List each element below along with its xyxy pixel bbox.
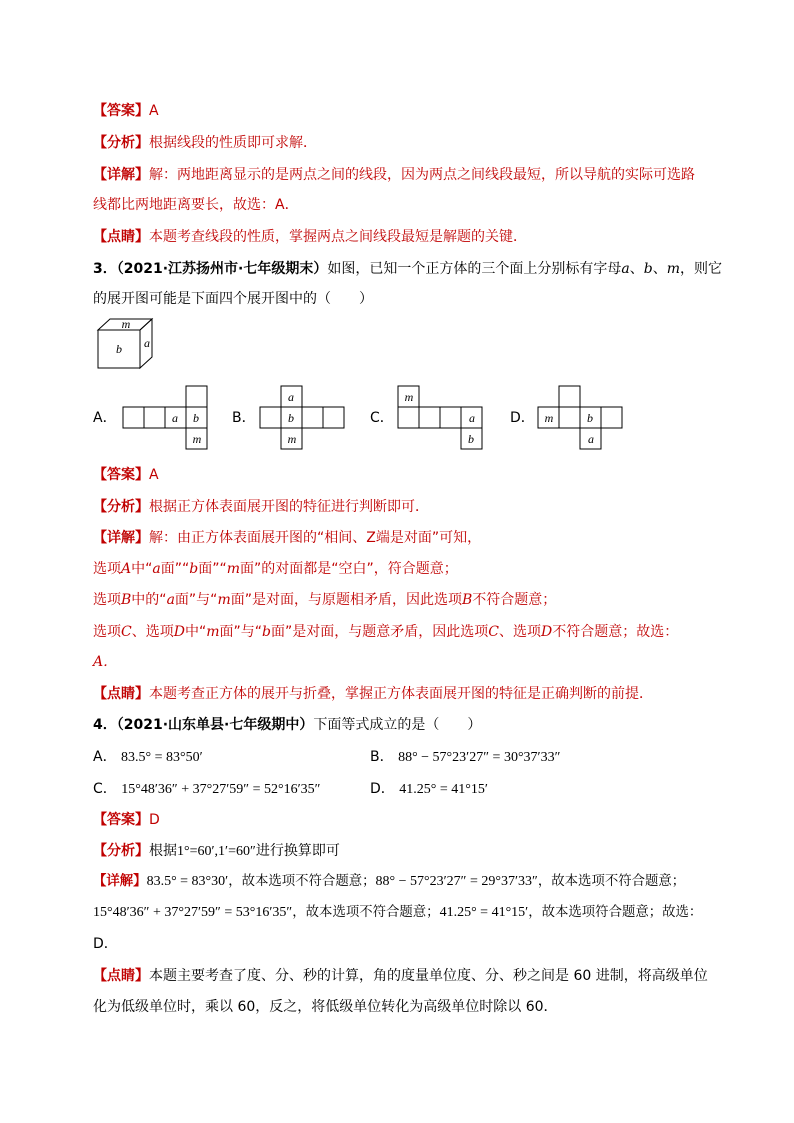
answer-value: D bbox=[149, 812, 160, 828]
detail-text: 不符合题意； bbox=[472, 592, 557, 608]
q3-comment-line bbox=[93, 684, 653, 704]
option-expression: 83.5° = 83°50′ bbox=[121, 750, 203, 765]
detail-text: 选项 bbox=[93, 561, 121, 577]
net-b-face-m: m bbox=[287, 432, 297, 446]
letter-m: m bbox=[226, 561, 241, 577]
q2-analysis-line bbox=[93, 133, 317, 153]
net-b-face-b: b bbox=[288, 411, 294, 425]
separator: 、 bbox=[629, 261, 644, 277]
detail-text: ，故本选项不符合题意； bbox=[292, 905, 440, 920]
option-letter: C bbox=[121, 624, 132, 640]
comment-text: 本题考查线段的性质，掌握两点之间线段最短是解题的关键． bbox=[149, 229, 527, 245]
analysis-text: 进行换算即可 bbox=[255, 843, 340, 859]
net-c-face-b: b bbox=[468, 432, 474, 446]
net-a-face-a: a bbox=[172, 411, 178, 425]
detail-text: 面”的对面都是“空白”，符合题意； bbox=[240, 561, 458, 577]
letter-b: b bbox=[643, 261, 653, 277]
q3-detail-line-5: A． bbox=[93, 654, 118, 670]
option-label: A． bbox=[93, 749, 117, 765]
detail-text: ，故本选项符合题意；故选： bbox=[528, 905, 703, 920]
detail-text: 不符合题意；故选： bbox=[552, 624, 679, 640]
analysis-tag: 【分析】 bbox=[93, 135, 149, 151]
option-b-net bbox=[259, 385, 349, 451]
q4-detail-line-3: D． bbox=[93, 936, 118, 952]
q3-stem-line-1 bbox=[93, 259, 722, 279]
option-a-net bbox=[122, 385, 212, 451]
detail-text: ，故本选项不符合题意； bbox=[228, 874, 376, 889]
q3-detail-line-2 bbox=[93, 559, 458, 579]
q2-detail-line-1 bbox=[93, 165, 695, 185]
q2-answer-line bbox=[93, 101, 159, 121]
q3-detail-line-4 bbox=[93, 622, 678, 642]
net-a-face-b: b bbox=[193, 411, 199, 425]
analysis-tag: 【分析】 bbox=[93, 499, 149, 515]
detail-text: 面”是对面，与题意矛盾，因此选项 bbox=[270, 624, 489, 640]
answer-value: A bbox=[149, 103, 159, 119]
option-label: D． bbox=[370, 781, 395, 797]
detail-text: 面”是对面，与原题相矛盾，因此选项 bbox=[230, 592, 462, 608]
q4-option-b bbox=[370, 747, 560, 768]
letter-m: m bbox=[666, 261, 680, 277]
option-expression: 88° − 57°23′27″ = 30°37′33″ bbox=[398, 750, 561, 765]
option-c-net bbox=[397, 385, 487, 451]
analysis-text: 根据线段的性质即可求解． bbox=[149, 135, 317, 151]
detail-text: ，故本选项不符合题意； bbox=[537, 874, 686, 889]
stem-text: ，则它 bbox=[679, 261, 722, 277]
detail-expression: 41.25° = 41°15′ bbox=[439, 905, 529, 920]
letter-m: m bbox=[217, 592, 231, 608]
letter-a: a bbox=[166, 592, 175, 608]
detail-text: 选项 bbox=[93, 624, 121, 640]
detail-text: 面”与“ bbox=[219, 624, 263, 640]
q4-option-c bbox=[93, 779, 321, 800]
letter-a: a bbox=[621, 261, 630, 277]
q4-stem-line bbox=[93, 715, 481, 735]
cube-figure bbox=[94, 316, 168, 372]
detail-text: 面”“ bbox=[198, 561, 227, 577]
detail-tag: 【详解】 bbox=[93, 167, 149, 183]
option-label: B． bbox=[370, 749, 394, 765]
option-letter: D bbox=[173, 624, 185, 640]
stem-text: 下面等式成立的是（ ） bbox=[313, 717, 482, 733]
option-letter: B bbox=[121, 592, 132, 608]
detail-expression: 83.5° = 83°30′ bbox=[146, 874, 229, 889]
q4-analysis-line bbox=[93, 841, 340, 862]
detail-text: 面”“ bbox=[160, 561, 190, 577]
q3-detail-line-1 bbox=[93, 528, 481, 548]
answer-tag: 【答案】 bbox=[93, 103, 149, 119]
detail-tag: 【详解】 bbox=[93, 530, 149, 546]
net-a-face-m: m bbox=[192, 432, 202, 446]
option-a-label: A． bbox=[93, 410, 117, 426]
net-d-face-m: m bbox=[544, 411, 554, 425]
net-d-face-a: a bbox=[588, 432, 594, 446]
separator: 、 bbox=[652, 261, 667, 277]
q3-detail-line-3 bbox=[93, 590, 556, 610]
analysis-text: 根据正方体表面展开图的特征进行判断即可． bbox=[149, 499, 429, 515]
q2-detail-line-2: 线都比两地距离要长，故选：A． bbox=[93, 197, 299, 213]
detail-text: 中“ bbox=[184, 624, 207, 640]
question-number: 4． bbox=[93, 717, 117, 733]
option-b-label: B． bbox=[232, 410, 256, 426]
option-letter: A bbox=[121, 561, 132, 577]
q2-comment-line bbox=[93, 227, 527, 247]
q4-comment-line-2: 化为低级单位时，乘以 60，反之，将低级单位转化为高级单位时除以 60． bbox=[93, 999, 558, 1015]
q4-detail-line-1 bbox=[93, 872, 685, 892]
q4-detail-line-2 bbox=[93, 903, 702, 923]
option-expression: 41.25° = 41°15′ bbox=[399, 782, 488, 797]
q4-option-d bbox=[370, 779, 488, 800]
comment-tag: 【点睛】 bbox=[93, 229, 149, 245]
option-expression: 15°48′36″ + 37°27′59″ = 52°16′35″ bbox=[121, 782, 321, 797]
option-letter: D bbox=[540, 624, 553, 640]
detail-expression: 88° − 57°23′27″ = 29°37′33″ bbox=[375, 874, 538, 889]
q4-answer-line bbox=[93, 810, 160, 830]
detail-text: 解：由正方体表面展开图的“相间、Z端是对面”可知， bbox=[149, 530, 482, 546]
q4-comment-line-1 bbox=[93, 966, 708, 986]
detail-tag: 【详解】 bbox=[93, 874, 147, 889]
cube-side-label: a bbox=[144, 336, 150, 350]
analysis-text: 根据 bbox=[149, 843, 177, 859]
net-c-face-a: a bbox=[469, 411, 475, 425]
analysis-tag: 【分析】 bbox=[93, 843, 149, 859]
detail-text: 中“ bbox=[131, 561, 153, 577]
letter-b: b bbox=[189, 561, 199, 577]
letter-a: a bbox=[152, 561, 161, 577]
detail-text: 面”与“ bbox=[174, 592, 218, 608]
option-letter: B bbox=[461, 592, 473, 608]
option-d-net bbox=[537, 385, 627, 451]
q3-answer-line bbox=[93, 465, 159, 485]
question-source: （2021·山东单县·七年级期中） bbox=[116, 717, 314, 733]
answer-tag: 【答案】 bbox=[93, 467, 149, 483]
question-number: 3． bbox=[93, 261, 117, 277]
option-label: C． bbox=[93, 781, 117, 797]
answer-value: A bbox=[149, 467, 159, 483]
option-letter: C bbox=[488, 624, 499, 640]
comment-text: 本题考查正方体的展开与折叠，掌握正方体表面展开图的特征是正确判断的前提． bbox=[149, 686, 653, 702]
q3-analysis-line bbox=[93, 497, 429, 517]
comment-tag: 【点睛】 bbox=[93, 968, 149, 984]
detail-text: 、选项 bbox=[498, 624, 541, 640]
detail-expression: 15°48′36″ + 37°27′59″ = 53°16′35″ bbox=[93, 905, 293, 920]
q3-stem-line-2: 的展开图可能是下面四个展开图中的（ ） bbox=[93, 291, 373, 307]
option-d-label: D． bbox=[510, 410, 535, 426]
detail-text: 中的“ bbox=[131, 592, 167, 608]
stem-text: 如图，已知一个正方体的三个面上分别标有字母 bbox=[327, 261, 622, 277]
detail-text: 选项 bbox=[93, 592, 121, 608]
comment-text: 本题主要考查了度、分、秒的计算，角的度量单位度、分、秒之间是 60 进制，将高级单位 bbox=[149, 968, 708, 984]
net-b-face-a: a bbox=[288, 390, 294, 404]
net-c-face-m: m bbox=[404, 390, 414, 404]
net-d-face-b: b bbox=[587, 411, 593, 425]
q4-option-a bbox=[93, 747, 203, 768]
detail-text: 、选项 bbox=[131, 624, 174, 640]
option-c-label: C． bbox=[370, 410, 394, 426]
letter-b: b bbox=[262, 624, 271, 640]
answer-tag: 【答案】 bbox=[93, 812, 149, 828]
cube-front-label: b bbox=[116, 342, 122, 356]
detail-text: 解：两地距离显示的是两点之间的线段，因为两点之间线段最短，所以导航的实际可选路 bbox=[149, 167, 695, 183]
letter-m: m bbox=[206, 624, 220, 640]
analysis-math: 1°=60′,1′=60″ bbox=[177, 844, 256, 859]
cube-top-label: m bbox=[121, 317, 131, 331]
comment-tag: 【点睛】 bbox=[93, 686, 149, 702]
question-source: （2021·江苏扬州市·七年级期末） bbox=[116, 261, 328, 277]
